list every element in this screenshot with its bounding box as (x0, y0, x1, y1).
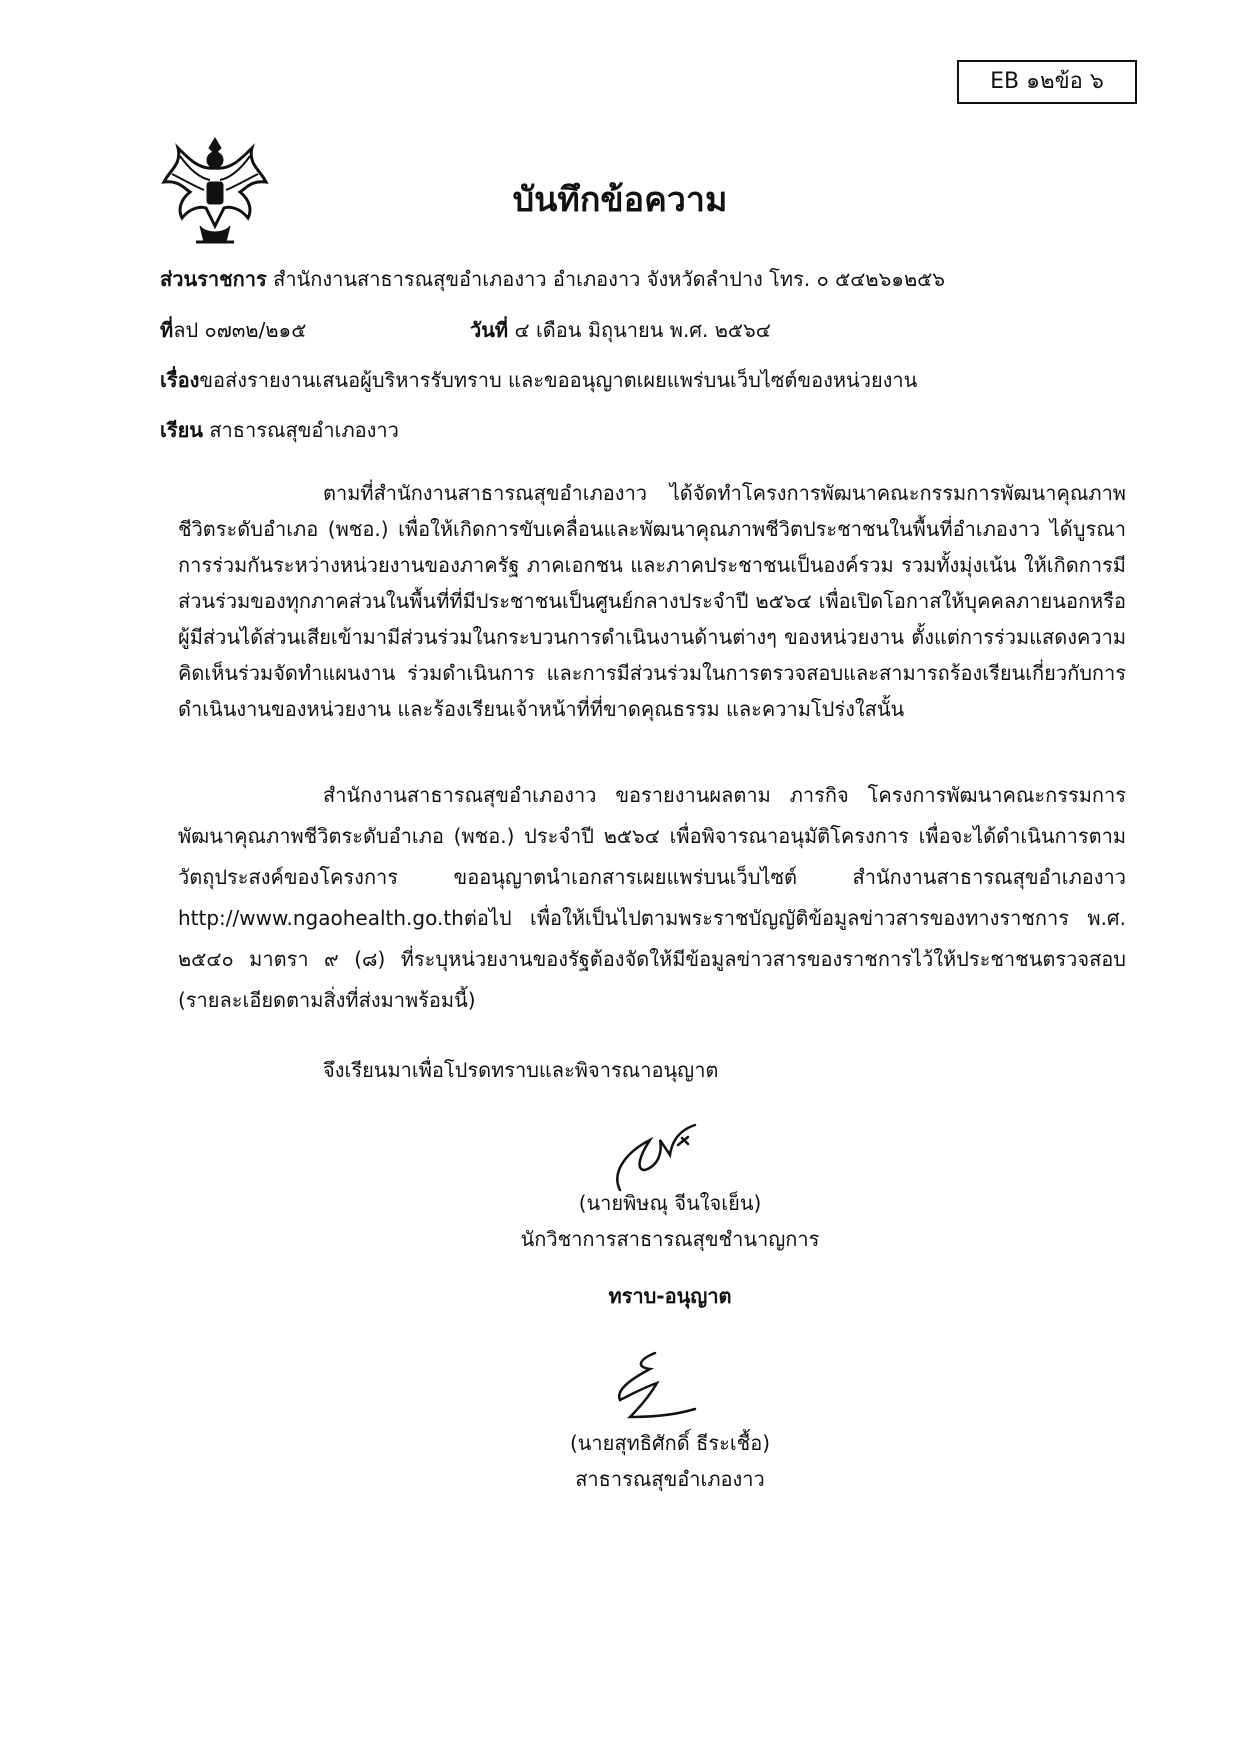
agency-line (160, 264, 945, 294)
signer-1-position: นักวิชาการสาธารณสุขชำนาญการ (520, 1227, 820, 1251)
subject-line (160, 365, 917, 395)
approval-text: ทราบ-อนุญาต (608, 1284, 732, 1308)
signer-2-block (440, 1425, 900, 1497)
closing-line: จึงเรียนมาเพื่อโปรดทราบและพิจารณาอนุญาต (323, 1058, 719, 1082)
agency-value: สำนักงานสาธารณสุขอำเภองาว อำเภองาว จังหวัดลำปาง โทร. ๐ ๕๔๒๖๑๒๕๖ (273, 267, 945, 291)
document-code-box: EB ๑๒ข้อ ๖ (957, 60, 1137, 104)
signer-2-position: สาธารณสุขอำเภองาว (575, 1467, 765, 1491)
reference-value: ลป ๐๗๓๒/๒๑๕ (173, 318, 307, 342)
reference-line (160, 315, 306, 345)
subject-label: เรื่อง (160, 368, 200, 392)
date-value: ๔ เดือน มิถุนายน พ.ศ. ๒๕๖๔ (514, 318, 771, 342)
agency-label: ส่วนราชการ (160, 267, 267, 291)
recipient-value: สาธารณสุขอำเภองาว (209, 418, 399, 442)
recipient-line (160, 415, 399, 445)
recipient-label: เรียน (160, 418, 203, 442)
signer-1-block (440, 1185, 900, 1257)
signer-2-name: (นายสุทธิศักดิ์ ธีระเชื้อ) (569, 1431, 771, 1455)
paragraph-2-text: สำนักงานสาธารณสุขอำเภองาว ขอรายงานผลตาม ภารกิจ โครงการพัฒนาคณะกรรมการพัฒนาคุณภาพชีวิตระดับอำเภอ (พชอ.) ประจำปี ๒๕๖๔ เพื่อพิจารณาอนุมัติโครงการ เพื่อจะได้ดำเนินการตามวัตถุประสงค์ของโครงการ ขออนุญาตนำเอกสารเผยแพร่บนเว็บไซต์ สำนักงานสาธารณสุขอำเภองาว http://www.ngaohealth.go.thต่อไป เพื่อให้เป็นไปตามพระราชบัญญัติข้อมูลข่าวสารของทางราชการ พ.ศ. ๒๕๔๐ มาตรา ๙ (๘) ที่ระบุหน่วยงานของรัฐต้องจัดให้มีข้อมูลข่าวสารของราชการไว้ให้ประชาชนตรวจสอบ (รายละเอียดตามสิ่งที่ส่งมาพร้อมนี้) (178, 783, 1126, 1012)
signer-1-name: (นายพิษณุ จีนใจเย็น) (578, 1191, 762, 1215)
paragraph-1-text: ตามที่สำนักงานสาธารณสุขอำเภองาว ได้จัดทำโครงการพัฒนาคณะกรรมการพัฒนาคุณภาพชีวิตระดับอำเภอ (พชอ.) เพื่อให้เกิดการขับเคลื่อนและพัฒนาคุณภาพชีวิตประชาชนในพื้นที่อำเภองาว ได้บูรณาการร่วมกันระหว่างหน่วยงานของภาครัฐ ภาคเอกชน และภาคประชาชนเป็นองค์รวม รวมทั้งมุ่งเน้น ให้เกิดการมีส่วนร่วมของทุกภาคส่วนในพื้นที่ที่มีประชาชนเป็นศูนย์กลางประจำปี ๒๕๖๔ เพื่อเปิดโอกาสให้บุคคลภายนอกหรือผู้มีส่วนได้ส่วนเสียเข้ามามีส่วนร่วมในกระบวนการดำเนินงานด้านต่างๆ ของหน่วยงาน ตั้งแต่การร่วมแสดงความคิดเห็นร่วมจัดทำแผนงาน ร่วมดำเนินการ และการมีส่วนร่วมในการตรวจสอบและสามารถร้องเรียนเกี่ยวกับการดำเนินงานของหน่วยงาน และร้องเรียนเจ้าหน้าที่ที่ขาดคุณธรรม และความโปร่งใสนั้น (178, 481, 1126, 721)
signature-1-icon (600, 1110, 720, 1195)
document-title: บันทึกข้อความ (512, 180, 728, 220)
signature-2-icon (595, 1345, 705, 1430)
subject-value: ขอส่งรายงานเสนอผู้บริหารรับทราบ และขออนุญาตเผยแพร่บนเว็บไซต์ของหน่วยงาน (199, 368, 918, 392)
date-label: วันที่ (470, 318, 509, 342)
body-paragraph-1 (178, 475, 1126, 727)
reference-label: ที่ (160, 318, 174, 342)
date-line (470, 315, 771, 345)
body-paragraph-2 (178, 775, 1126, 1021)
